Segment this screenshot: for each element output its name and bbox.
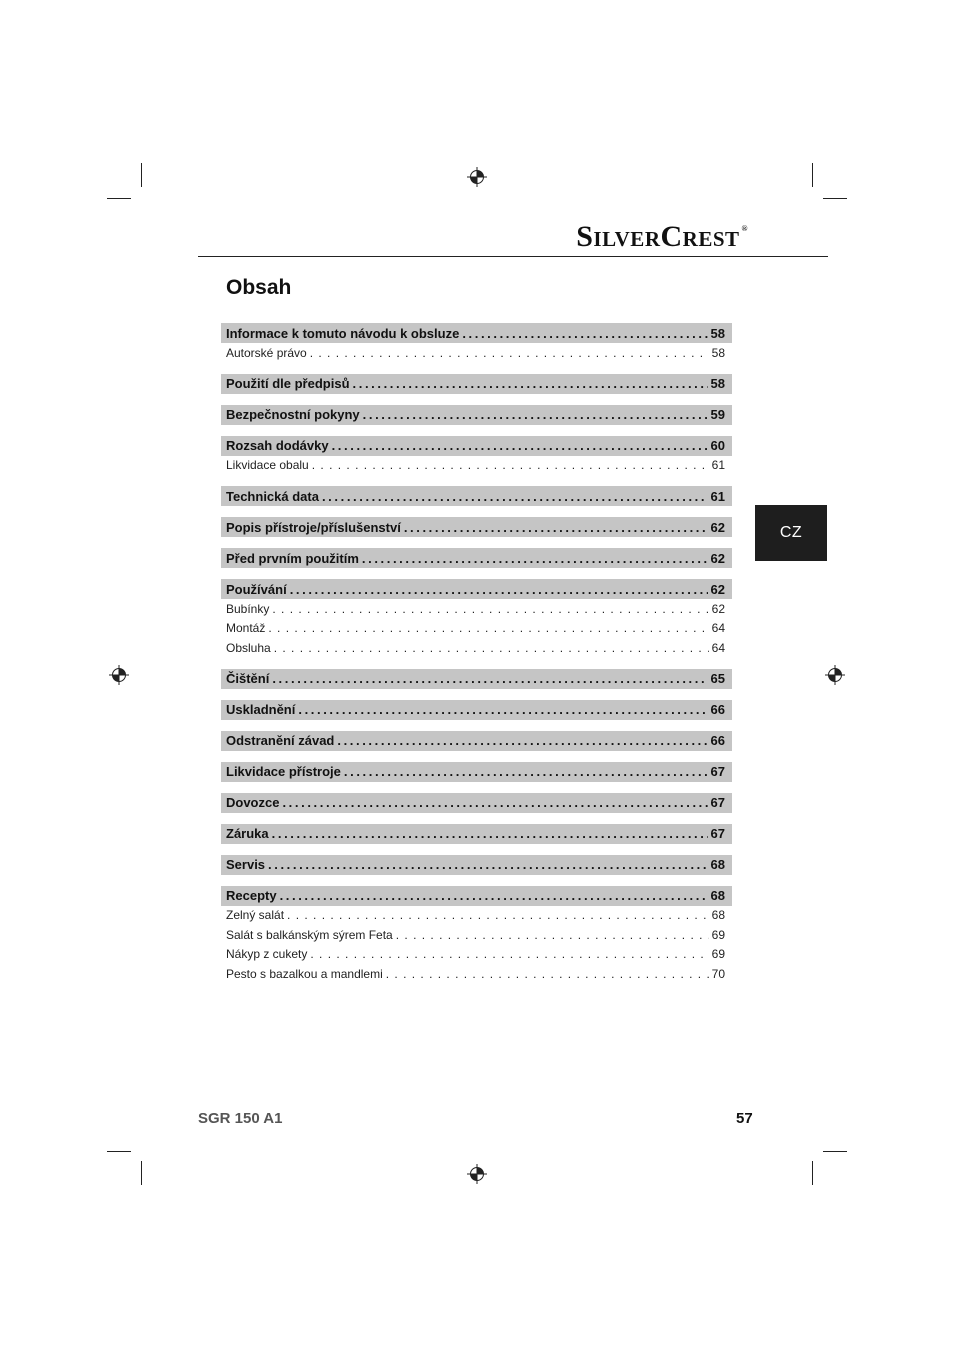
toc-subentry[interactable]: [221, 456, 732, 476]
toc-section: [221, 405, 732, 425]
toc-section: [221, 436, 732, 476]
toc-heading[interactable]: [221, 405, 732, 425]
toc-leader-dots: [332, 438, 708, 453]
toc-subentry[interactable]: [221, 945, 732, 965]
toc-subentry-page: 69: [711, 927, 725, 942]
toc-heading-page: 67: [710, 826, 725, 841]
toc-section: [221, 486, 732, 506]
toc-heading-title: Likvidace přístroje: [226, 764, 341, 779]
toc-section: [221, 886, 732, 984]
toc-subentry-page: 69: [711, 947, 725, 962]
toc-section: [221, 579, 732, 658]
toc-heading[interactable]: [221, 579, 732, 599]
toc-heading[interactable]: [221, 323, 732, 343]
toc-heading-title: Informace k tomuto návodu k obsluze: [226, 325, 460, 341]
toc-subentry[interactable]: [221, 599, 732, 619]
toc-leader-dots: [337, 733, 707, 748]
toc-leader-dots: [274, 641, 709, 655]
toc-section: [221, 669, 732, 689]
toc-heading[interactable]: [221, 793, 732, 813]
toc-heading-title: Bezpečnostní pokyny: [226, 407, 360, 422]
toc-heading-title: Použití dle předpisů: [226, 376, 350, 391]
language-tab: CZ: [755, 505, 827, 561]
toc-subentry-title: Nákyp z cukety: [226, 947, 308, 962]
toc-subentry-title: Salát s balkánským sýrem Feta: [226, 927, 393, 942]
registration-mark-icon: [825, 665, 845, 685]
toc-leader-dots: [268, 857, 707, 872]
toc-subentry-title: Zelný salát: [226, 908, 285, 923]
toc-subentry[interactable]: [221, 638, 732, 658]
toc-heading[interactable]: [221, 517, 732, 537]
toc-heading-page: 58: [710, 325, 725, 341]
toc-section: [221, 700, 732, 720]
toc-heading-page: 67: [710, 764, 725, 779]
toc-subentry-title: Pesto s bazalkou a mandlemi: [226, 966, 383, 981]
toc-heading-page: 60: [710, 438, 725, 453]
toc-heading-page: 61: [710, 488, 725, 504]
toc-heading[interactable]: [221, 731, 732, 751]
crop-mark: [107, 1151, 131, 1152]
toc-subentry[interactable]: [221, 619, 732, 639]
toc-heading[interactable]: [221, 374, 732, 394]
toc-heading[interactable]: [221, 548, 732, 568]
toc-leader-dots: [462, 326, 707, 341]
crop-mark: [141, 163, 142, 187]
toc-section: [221, 374, 732, 394]
toc-heading-title: Uskladnění: [226, 702, 296, 717]
toc-subentry-title: Bubínky: [226, 601, 270, 616]
registration-mark-icon: [467, 1164, 487, 1184]
toc-heading-page: 67: [710, 795, 725, 810]
toc-subentry[interactable]: [221, 906, 732, 926]
toc-subentry[interactable]: [221, 343, 732, 363]
toc-heading-page: 62: [710, 581, 725, 597]
toc-leader-dots: [386, 967, 709, 981]
toc-subentry-title: Obsluha: [226, 640, 271, 655]
toc-heading[interactable]: [221, 486, 732, 506]
toc-heading[interactable]: [221, 855, 732, 875]
toc-section: [221, 762, 732, 782]
toc-section: [221, 824, 732, 844]
toc-leader-dots: [290, 582, 708, 597]
toc-subentry-page: 62: [711, 601, 725, 616]
toc-heading[interactable]: [221, 824, 732, 844]
toc-heading-title: Technická data: [226, 488, 319, 504]
toc-heading[interactable]: [221, 669, 732, 689]
toc-leader-dots: [280, 888, 708, 903]
toc-subentry-page: 64: [711, 640, 725, 655]
toc-section: [221, 323, 732, 363]
toc-subentry-page: 68: [711, 908, 725, 923]
toc-heading-title: Dovozce: [226, 795, 280, 810]
crop-mark: [812, 1161, 813, 1185]
toc-section: [221, 855, 732, 875]
toc-heading-page: 65: [710, 671, 725, 686]
toc-heading-title: Používání: [226, 581, 287, 597]
toc-heading-page: 59: [710, 407, 725, 422]
toc-leader-dots: [287, 908, 709, 922]
toc-heading-title: Před prvním použitím: [226, 550, 359, 566]
toc-heading-title: Odstranění závad: [226, 733, 335, 748]
toc-leader-dots: [310, 947, 708, 961]
toc-leader-dots: [312, 458, 709, 472]
crop-mark: [812, 163, 813, 187]
toc-heading-page: 66: [710, 702, 725, 717]
toc-leader-dots: [404, 520, 708, 535]
toc-subentry[interactable]: [221, 964, 732, 984]
toc-subentry-page: 64: [711, 621, 725, 636]
toc-leader-dots: [310, 346, 709, 360]
toc-leader-dots: [353, 376, 708, 391]
crop-mark: [107, 198, 131, 199]
toc-leader-dots: [272, 826, 708, 841]
toc-heading-title: Rozsah dodávky: [226, 438, 329, 453]
toc-leader-dots: [322, 489, 708, 504]
toc-subentry-page: 61: [711, 458, 725, 473]
toc-heading-title: Čištění: [226, 671, 270, 686]
table-of-contents: [221, 323, 732, 995]
toc-heading-page: 68: [710, 888, 725, 903]
toc-heading[interactable]: [221, 762, 732, 782]
toc-heading-page: 62: [710, 519, 725, 535]
toc-subentry-page: 58: [711, 345, 725, 360]
toc-heading-title: Recepty: [226, 888, 277, 903]
registration-mark-icon: [109, 665, 129, 685]
crop-mark: [141, 1161, 142, 1185]
toc-leader-dots: [272, 602, 708, 616]
crop-mark: [823, 198, 847, 199]
toc-heading-title: Záruka: [226, 826, 269, 841]
toc-leader-dots: [396, 928, 709, 942]
toc-leader-dots: [282, 795, 707, 810]
toc-leader-dots: [363, 407, 708, 422]
toc-section: [221, 731, 732, 751]
toc-section: [221, 548, 732, 568]
toc-section: [221, 793, 732, 813]
header-rule: [198, 256, 828, 257]
toc-heading[interactable]: [221, 436, 732, 456]
toc-subentry-title: Likvidace obalu: [226, 458, 309, 473]
registration-mark-icon: [467, 167, 487, 187]
page-number: 57: [736, 1110, 753, 1127]
toc-leader-dots: [344, 764, 708, 779]
toc-heading-title: Popis přístroje/příslušenství: [226, 519, 401, 535]
toc-subentry[interactable]: [221, 925, 732, 945]
model-number: SGR 150 A1: [198, 1110, 283, 1127]
toc-heading[interactable]: [221, 886, 732, 906]
toc-subentry-title: Autorské právo: [226, 345, 307, 360]
toc-leader-dots: [268, 621, 708, 635]
toc-leader-dots: [272, 671, 707, 686]
toc-heading-page: 68: [710, 857, 725, 872]
brand-logo: SILVERCREST ®: [576, 220, 748, 253]
toc-subentry-page: 70: [711, 966, 725, 981]
toc-heading[interactable]: [221, 700, 732, 720]
crop-mark: [823, 1151, 847, 1152]
toc-section: [221, 517, 732, 537]
toc-heading-page: 66: [710, 733, 725, 748]
toc-leader-dots: [298, 702, 707, 717]
toc-heading-page: 58: [710, 376, 725, 391]
toc-heading-page: 62: [710, 550, 725, 566]
toc-leader-dots: [362, 551, 708, 566]
toc-heading-title: Servis: [226, 857, 266, 872]
toc-subentry-title: Montáž: [226, 621, 266, 636]
page-title: Obsah: [226, 276, 292, 299]
